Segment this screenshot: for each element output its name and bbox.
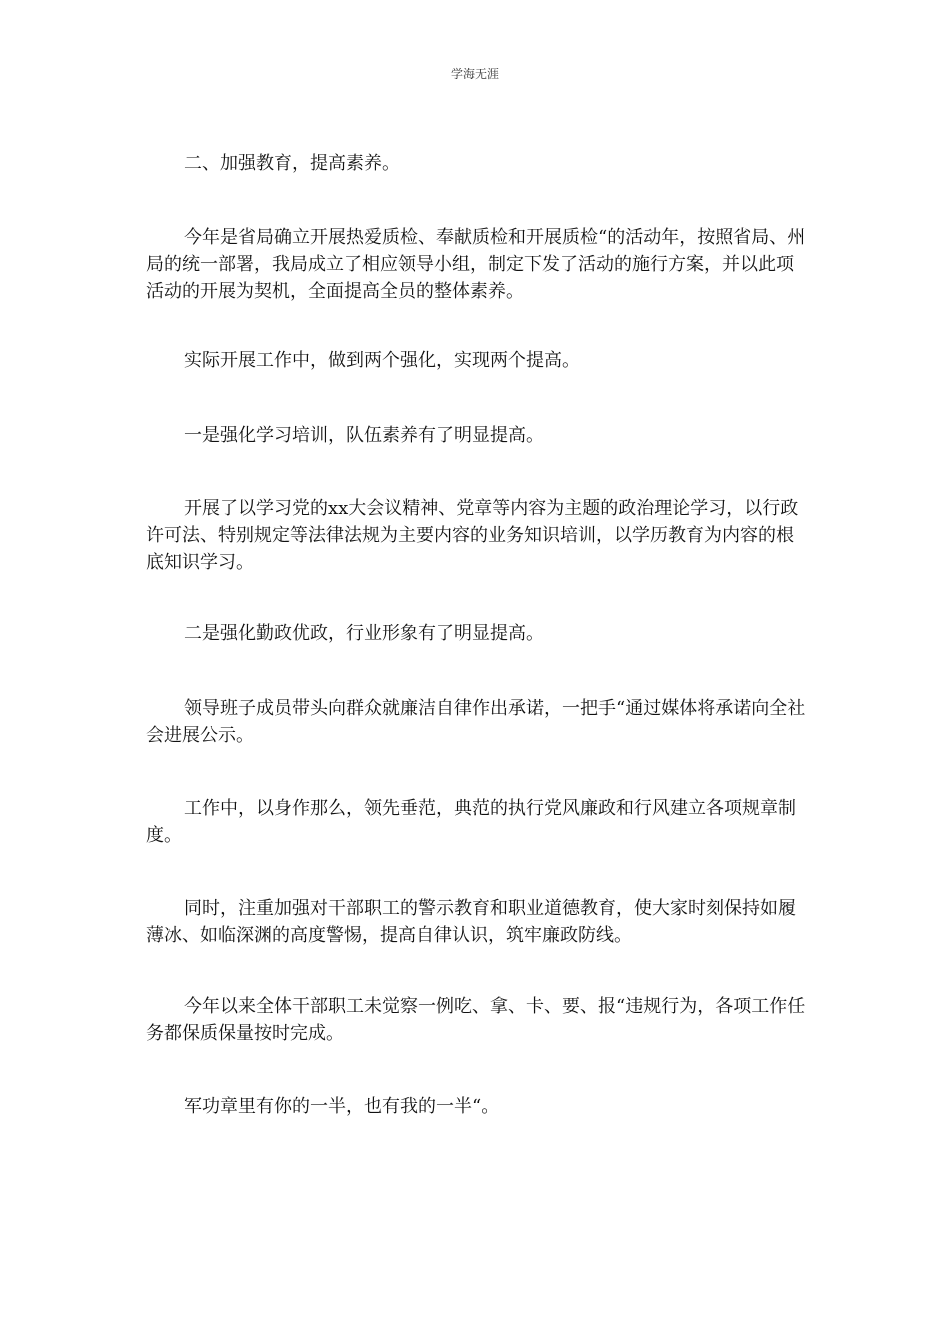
paragraph-4: 一是强化学习培训，队伍素养有了明显提高。 <box>184 425 544 446</box>
page-header: 学海无涯 <box>450 67 499 81</box>
paragraph-3: 实际开展工作中，做到两个强化，实现两个提高。 <box>184 350 580 371</box>
paragraph-2: 今年是省局确立开展热爱质检、奉献质检和开展质检“的活动年，按照省局、州局的统一部署，我局成立了相应领导小组，制定下发了活动的施行方案，并以此项活动的开展为契机，全面提高全员的整体素养。 <box>146 227 806 302</box>
paragraph-11: 军功章里有你的一半，也有我的一半“。 <box>184 1096 500 1117</box>
paragraph-5: 开展了以学习党的xx大会议精神、党章等内容为主题的政治理论学习，以行政许可法、特别规定等法律法规为主要内容的业务知识培训，以学历教育为内容的根底知识学习。 <box>146 498 799 573</box>
paragraph-8: 工作中，以身作那么，领先垂范，典范的执行党风廉政和行风建立各项规章制度。 <box>146 798 796 846</box>
paragraph-7: 领导班子成员带头向群众就廉洁自律作出承诺，一把手“通过媒体将承诺向全社会进展公示。 <box>146 698 806 746</box>
paragraph-6: 二是强化勤政优政，行业形象有了明显提高。 <box>184 623 544 644</box>
paragraph-10: 今年以来全体干部职工未觉察一例吃、拿、卡、要、报“违规行为，各项工作任务都保质保量按时完成。 <box>146 996 806 1044</box>
paragraph-1: 二、加强教育，提高素养。 <box>184 153 400 174</box>
paragraph-9: 同时，注重加强对干部职工的警示教育和职业道德教育，使大家时刻保持如履薄冰、如临深渊的高度警惕，提高自律认识，筑牢廉政防线。 <box>146 898 796 946</box>
